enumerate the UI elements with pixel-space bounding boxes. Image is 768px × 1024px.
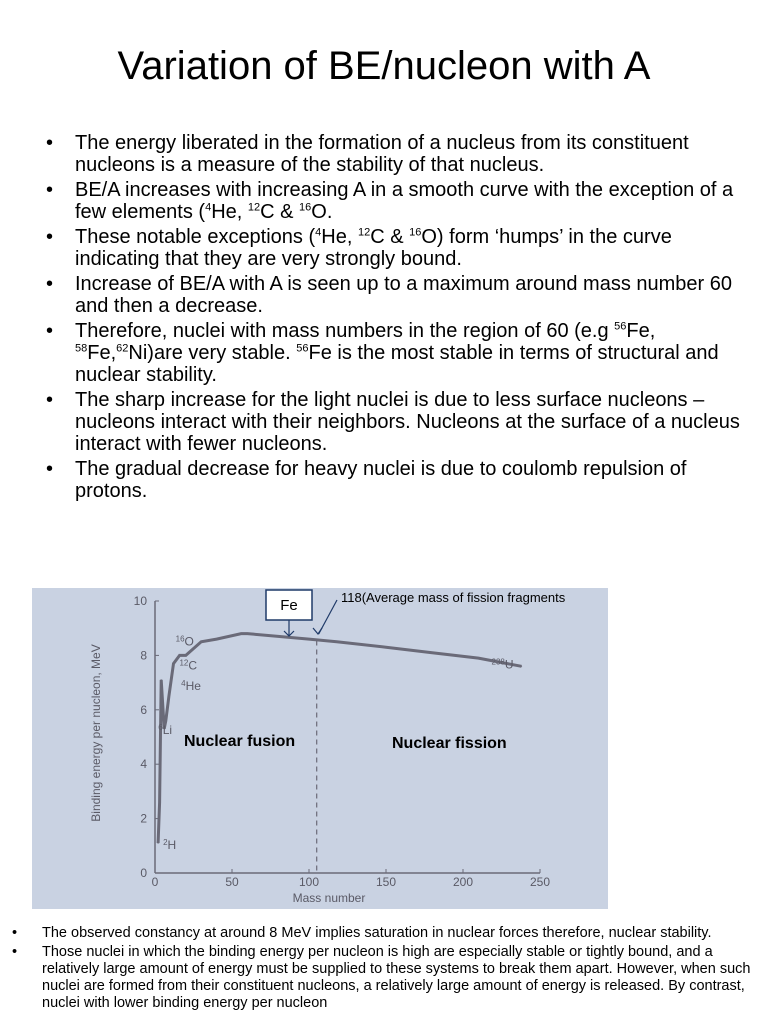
data-point [241, 633, 242, 634]
text-run: He, [211, 201, 248, 223]
isotope-symbol: Li [162, 722, 173, 737]
isotope-symbol: O [184, 634, 194, 649]
isotope-mass-number: 238 [491, 657, 505, 667]
note-item: • The observed constancy at around 8 MeV implies saturation in nuclear forces therefore, nuclear stability. [8, 925, 753, 942]
binding-energy-chart [32, 588, 608, 909]
superscript: 56 [614, 320, 627, 333]
data-point [161, 679, 162, 680]
isotope-symbol: H [167, 838, 177, 853]
y-tick-label: 2 [140, 811, 147, 826]
superscript: 58 [75, 342, 88, 355]
isotope-mass-number: 2 [163, 838, 168, 848]
bullet-list [40, 132, 752, 505]
text-run: The gradual decrease for heavy nuclei is due to coulomb repulsion of protons. [75, 458, 687, 502]
y-tick-label: 0 [140, 866, 147, 880]
text-run: Therefore, nuclei with mass numbers in the region of 60 (e.g [75, 320, 615, 342]
note-item: • Those nuclei in which the binding energy per nucleon is high are especially stable or tightly bound, and a relatively large amount of energy must be supplied to these systems to break them apart. However, when such nuclei are formed from their constituent nucleons, a relatively large amount of energy is released. By contrast, nuclei with lower binding energy per nucleon [8, 944, 753, 1012]
isotope-label [163, 838, 176, 852]
isotope-mass-number: 12 [179, 658, 189, 668]
isotope-mass-number: 6 [158, 722, 163, 732]
superscript: 4 [315, 226, 322, 239]
chart-svg [32, 588, 608, 909]
superscript: 62 [116, 342, 129, 355]
data-point [173, 663, 174, 664]
superscript: 12 [247, 201, 261, 214]
data-point [247, 633, 248, 634]
bullet-item [40, 132, 752, 176]
bullet-item [40, 179, 752, 223]
text-run: These notable exceptions ( [75, 226, 316, 248]
data-point [179, 655, 180, 656]
superscript: 4 [205, 201, 212, 214]
x-tick-label: 50 [225, 875, 239, 889]
isotope-symbol: C [188, 658, 198, 673]
isotope-label [179, 659, 197, 673]
x-axis-label: Mass number [292, 891, 366, 905]
isotope-symbol: He [185, 678, 201, 693]
isotope-symbol: U [504, 657, 514, 672]
data-point [216, 638, 217, 639]
y-tick-label: 6 [140, 702, 147, 717]
data-point [157, 842, 158, 843]
fission-fragments-label: 118(Average mass of fission fragments [341, 590, 566, 605]
y-tick-label: 10 [133, 594, 147, 608]
text-run: The sharp increase for the light nuclei is due to less surface nucleons – nucleons interact with their neighbors. Nucleons at the surface of a nucleus interact with fewer nucleons. [75, 389, 740, 455]
text-run: Ni)are very stable. [128, 342, 297, 364]
isotope-label [492, 657, 514, 671]
text-run: Increase of BE/A with A is seen up to a maximum around mass number 60 and then a decrease. [75, 273, 733, 317]
text-run: BE/A increases with increasing A in a smooth curve with the exception of a few elements ( [75, 179, 734, 223]
bullet-item [40, 389, 752, 455]
x-tick-label: 200 [452, 875, 474, 889]
notes-list [8, 925, 753, 1014]
data-point [165, 720, 166, 721]
isotope-label [176, 634, 194, 648]
fe-label: Fe [280, 597, 298, 614]
isotope-mass-number: 16 [175, 634, 185, 644]
x-tick-label: 250 [529, 875, 551, 889]
data-point [308, 638, 309, 639]
y-axis-label: Binding energy per nucleon, MeV [89, 644, 103, 822]
superscript: 16 [299, 201, 312, 214]
bullet-item [40, 226, 752, 270]
data-point [278, 636, 279, 637]
text-run: Fe, [626, 320, 656, 342]
text-run: C & [370, 226, 410, 248]
superscript: 12 [357, 226, 371, 239]
data-point [201, 641, 202, 642]
x-tick-label: 100 [298, 875, 320, 889]
text-run: O. [311, 201, 333, 223]
isotope-label [181, 679, 201, 693]
text-run: The energy liberated in the formation of a nucleus from its constituent nucleons is a measure of the stability of that nucleus. [75, 132, 689, 176]
bullet-item [40, 458, 752, 502]
text-run: C & [260, 201, 300, 223]
bullet-item [40, 273, 752, 317]
x-tick-label: 0 [151, 875, 159, 889]
fission-fragments-arrow-head [313, 628, 322, 634]
data-point [185, 655, 186, 656]
x-tick-label: 150 [375, 875, 397, 889]
nuclear-fission-label: Nuclear fission [392, 735, 507, 752]
text-run: He, [321, 226, 358, 248]
data-point [159, 802, 160, 803]
data-point [521, 666, 522, 667]
text-run: Fe is the most stable in terms of structural and nuclear stability. [75, 342, 719, 386]
superscript: 16 [409, 226, 422, 239]
y-tick-label: 4 [140, 757, 147, 772]
bullet-item [40, 320, 752, 386]
data-point [385, 647, 386, 648]
superscript: 56 [296, 342, 309, 355]
data-point [336, 641, 337, 642]
data-point [478, 658, 479, 659]
isotope-mass-number: 4 [181, 678, 186, 688]
text-run: Fe, [87, 342, 117, 364]
text-run: O) form ‘humps’ in the curve indicating that they are very strongly bound. [75, 226, 672, 270]
nuclear-fusion-label: Nuclear fusion [184, 733, 296, 750]
y-tick-label: 8 [140, 648, 147, 663]
data-point [168, 696, 169, 697]
page-title: Variation of BE/nucleon with A [117, 44, 651, 88]
data-point [432, 652, 433, 653]
